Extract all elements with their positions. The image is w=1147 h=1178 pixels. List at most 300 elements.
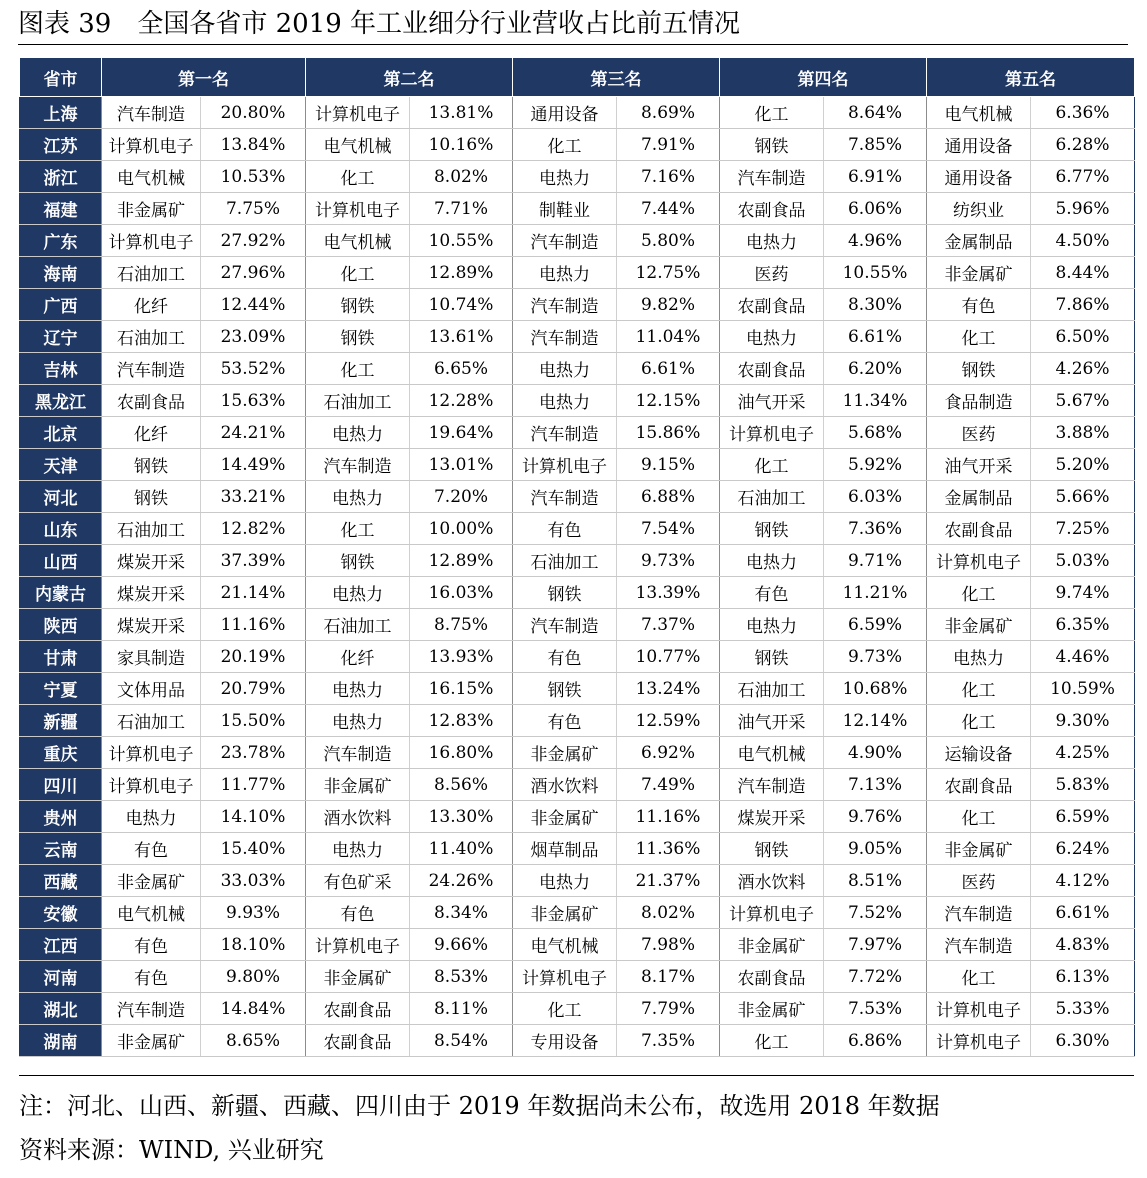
cell-rank5-share: 6.24%: [1031, 833, 1135, 865]
cell-rank4-share: 11.34%: [824, 385, 927, 417]
table-bottom-rule: [19, 1075, 1134, 1076]
table-row: [20, 897, 1135, 929]
cell-rank1-industry: 计算机电子: [102, 737, 201, 769]
cell-rank2-share: 9.66%: [410, 929, 513, 961]
cell-rank3-share: 7.16%: [617, 161, 720, 193]
cell-rank2-industry: 钢铁: [306, 545, 410, 577]
cell-rank1-industry: 石油加工: [102, 705, 201, 737]
cell-rank2-industry: 电热力: [306, 833, 410, 865]
cell-rank5-share: 3.88%: [1031, 417, 1135, 449]
cell-rank3-share: 12.75%: [617, 257, 720, 289]
cell-rank4-share: 7.72%: [824, 961, 927, 993]
cell-rank3-industry: 钢铁: [513, 673, 617, 705]
cell-rank4-share: 6.86%: [824, 1025, 927, 1057]
cell-province: 天津: [20, 449, 102, 481]
cell-rank1-share: 20.80%: [201, 97, 306, 129]
cell-rank1-industry: 计算机电子: [102, 225, 201, 257]
cell-rank4-share: 6.20%: [824, 353, 927, 385]
cell-province: 广西: [20, 289, 102, 321]
cell-rank4-industry: 化工: [720, 449, 824, 481]
cell-rank4-industry: 油气开采: [720, 385, 824, 417]
cell-rank4-share: 6.61%: [824, 321, 927, 353]
cell-rank3-industry: 通用设备: [513, 97, 617, 129]
cell-province: 安徽: [20, 897, 102, 929]
cell-rank2-share: 8.75%: [410, 609, 513, 641]
cell-province: 广东: [20, 225, 102, 257]
cell-rank5-share: 10.59%: [1031, 673, 1135, 705]
cell-rank4-industry: 钢铁: [720, 641, 824, 673]
cell-province: 上海: [20, 97, 102, 129]
cell-rank1-share: 37.39%: [201, 545, 306, 577]
cell-rank2-industry: 农副食品: [306, 1025, 410, 1057]
cell-rank2-industry: 电气机械: [306, 225, 410, 257]
cell-province: 宁夏: [20, 673, 102, 705]
table-row: [20, 481, 1135, 513]
cell-rank5-share: 5.20%: [1031, 449, 1135, 481]
cell-rank2-share: 8.02%: [410, 161, 513, 193]
cell-rank1-industry: 煤炭开采: [102, 609, 201, 641]
cell-province: 河北: [20, 481, 102, 513]
cell-province: 湖北: [20, 993, 102, 1025]
cell-rank5-industry: 金属制品: [927, 225, 1031, 257]
cell-rank3-industry: 有色: [513, 705, 617, 737]
cell-rank4-share: 7.97%: [824, 929, 927, 961]
cell-rank5-industry: 通用设备: [927, 161, 1031, 193]
cell-rank3-share: 9.73%: [617, 545, 720, 577]
cell-rank5-industry: 化工: [927, 801, 1031, 833]
cell-rank5-share: 4.26%: [1031, 353, 1135, 385]
cell-rank2-industry: 农副食品: [306, 993, 410, 1025]
cell-rank4-industry: 电热力: [720, 225, 824, 257]
cell-rank4-industry: 钢铁: [720, 833, 824, 865]
cell-rank4-industry: 计算机电子: [720, 417, 824, 449]
table-row: [20, 577, 1135, 609]
cell-rank3-share: 5.80%: [617, 225, 720, 257]
cell-rank4-industry: 油气开采: [720, 705, 824, 737]
cell-rank3-share: 9.15%: [617, 449, 720, 481]
cell-rank2-share: 12.89%: [410, 257, 513, 289]
cell-rank2-share: 10.74%: [410, 289, 513, 321]
cell-rank3-industry: 钢铁: [513, 577, 617, 609]
table-row: [20, 833, 1135, 865]
cell-rank1-share: 14.10%: [201, 801, 306, 833]
cell-rank5-share: 5.66%: [1031, 481, 1135, 513]
table-row: [20, 161, 1135, 193]
table-row: [20, 609, 1135, 641]
cell-rank2-share: 8.53%: [410, 961, 513, 993]
cell-rank1-share: 12.82%: [201, 513, 306, 545]
cell-rank1-industry: 有色: [102, 961, 201, 993]
cell-rank4-share: 8.30%: [824, 289, 927, 321]
cell-rank2-share: 7.71%: [410, 193, 513, 225]
cell-province: 重庆: [20, 737, 102, 769]
cell-rank3-share: 13.24%: [617, 673, 720, 705]
cell-province: 河南: [20, 961, 102, 993]
cell-rank1-share: 23.09%: [201, 321, 306, 353]
cell-rank2-industry: 化工: [306, 161, 410, 193]
cell-rank5-industry: 食品制造: [927, 385, 1031, 417]
table-row: [20, 737, 1135, 769]
cell-rank3-industry: 有色: [513, 641, 617, 673]
cell-rank5-share: 5.83%: [1031, 769, 1135, 801]
cell-rank2-industry: 化工: [306, 257, 410, 289]
cell-rank3-share: 11.04%: [617, 321, 720, 353]
cell-rank2-share: 24.26%: [410, 865, 513, 897]
cell-rank5-industry: 汽车制造: [927, 897, 1031, 929]
cell-rank4-industry: 钢铁: [720, 129, 824, 161]
cell-rank2-share: 12.28%: [410, 385, 513, 417]
cell-rank4-share: 7.13%: [824, 769, 927, 801]
cell-rank2-industry: 非金属矿: [306, 961, 410, 993]
cell-rank4-share: 12.14%: [824, 705, 927, 737]
cell-rank5-industry: 非金属矿: [927, 833, 1031, 865]
cell-rank3-share: 11.16%: [617, 801, 720, 833]
cell-rank1-industry: 非金属矿: [102, 1025, 201, 1057]
table-note: 注：河北、山西、新疆、西藏、四川由于 2019 年数据尚未公布，故选用 2018 年数据: [19, 1092, 940, 1120]
cell-province: 北京: [20, 417, 102, 449]
cell-rank4-industry: 有色: [720, 577, 824, 609]
cell-rank5-share: 7.86%: [1031, 289, 1135, 321]
cell-rank4-share: 6.59%: [824, 609, 927, 641]
cell-rank3-industry: 非金属矿: [513, 897, 617, 929]
cell-rank1-industry: 有色: [102, 833, 201, 865]
cell-rank3-share: 12.15%: [617, 385, 720, 417]
cell-rank2-share: 7.20%: [410, 481, 513, 513]
cell-rank4-share: 7.36%: [824, 513, 927, 545]
cell-rank1-share: 13.84%: [201, 129, 306, 161]
cell-rank3-industry: 制鞋业: [513, 193, 617, 225]
cell-province: 山东: [20, 513, 102, 545]
cell-rank4-industry: 石油加工: [720, 481, 824, 513]
cell-rank2-industry: 钢铁: [306, 321, 410, 353]
cell-rank4-share: 4.96%: [824, 225, 927, 257]
cell-rank5-share: 4.25%: [1031, 737, 1135, 769]
table-row: [20, 513, 1135, 545]
cell-rank1-share: 8.65%: [201, 1025, 306, 1057]
cell-rank5-industry: 电气机械: [927, 97, 1031, 129]
cell-rank3-share: 7.44%: [617, 193, 720, 225]
cell-rank4-share: 10.55%: [824, 257, 927, 289]
cell-rank3-industry: 电热力: [513, 161, 617, 193]
cell-rank4-industry: 电热力: [720, 321, 824, 353]
table-row: [20, 417, 1135, 449]
cell-rank3-share: 6.61%: [617, 353, 720, 385]
cell-rank2-share: 19.64%: [410, 417, 513, 449]
cell-rank3-industry: 电热力: [513, 865, 617, 897]
cell-rank1-industry: 非金属矿: [102, 193, 201, 225]
cell-rank4-industry: 农副食品: [720, 961, 824, 993]
cell-rank4-share: 5.92%: [824, 449, 927, 481]
cell-province: 新疆: [20, 705, 102, 737]
cell-rank5-share: 9.74%: [1031, 577, 1135, 609]
table-row: [20, 961, 1135, 993]
cell-rank1-industry: 煤炭开采: [102, 577, 201, 609]
cell-rank4-share: 11.21%: [824, 577, 927, 609]
cell-rank1-share: 23.78%: [201, 737, 306, 769]
table-row: [20, 1025, 1135, 1057]
cell-rank1-share: 33.03%: [201, 865, 306, 897]
cell-rank3-industry: 电热力: [513, 257, 617, 289]
cell-rank1-share: 33.21%: [201, 481, 306, 513]
cell-rank3-industry: 电气机械: [513, 929, 617, 961]
cell-rank1-industry: 汽车制造: [102, 97, 201, 129]
cell-rank1-industry: 化纤: [102, 417, 201, 449]
cell-rank1-industry: 汽车制造: [102, 993, 201, 1025]
cell-rank3-industry: 非金属矿: [513, 737, 617, 769]
cell-rank3-share: 11.36%: [617, 833, 720, 865]
cell-rank1-industry: 石油加工: [102, 321, 201, 353]
table-row: [20, 993, 1135, 1025]
cell-rank3-share: 9.82%: [617, 289, 720, 321]
cell-rank2-share: 13.81%: [410, 97, 513, 129]
table-row: [20, 353, 1135, 385]
cell-rank2-share: 11.40%: [410, 833, 513, 865]
header-rank-1: 第一名: [102, 58, 306, 97]
cell-rank1-industry: 计算机电子: [102, 769, 201, 801]
header-rank-5: 第五名: [927, 58, 1135, 97]
figure-title: 图表 39 全国各省市 2019 年工业细分行业营收占比前五情况: [18, 9, 741, 39]
table-row: [20, 673, 1135, 705]
cell-rank3-share: 6.88%: [617, 481, 720, 513]
cell-rank3-share: 15.86%: [617, 417, 720, 449]
cell-rank1-industry: 非金属矿: [102, 865, 201, 897]
cell-rank3-industry: 烟草制品: [513, 833, 617, 865]
cell-rank4-industry: 医药: [720, 257, 824, 289]
cell-rank4-share: 6.06%: [824, 193, 927, 225]
table-row: [20, 97, 1135, 129]
cell-rank3-share: 6.92%: [617, 737, 720, 769]
cell-rank2-industry: 电热力: [306, 673, 410, 705]
cell-rank3-industry: 汽车制造: [513, 609, 617, 641]
title-underline: [18, 44, 1128, 45]
cell-rank1-share: 53.52%: [201, 353, 306, 385]
cell-rank2-share: 16.03%: [410, 577, 513, 609]
cell-rank2-industry: 化工: [306, 513, 410, 545]
cell-rank1-share: 15.63%: [201, 385, 306, 417]
cell-province: 山西: [20, 545, 102, 577]
cell-province: 福建: [20, 193, 102, 225]
cell-rank3-share: 7.37%: [617, 609, 720, 641]
cell-rank5-industry: 化工: [927, 673, 1031, 705]
cell-rank1-industry: 电气机械: [102, 897, 201, 929]
table-row: [20, 129, 1135, 161]
cell-rank3-share: 7.79%: [617, 993, 720, 1025]
cell-rank5-share: 4.83%: [1031, 929, 1135, 961]
cell-rank2-share: 10.00%: [410, 513, 513, 545]
cell-rank4-share: 6.91%: [824, 161, 927, 193]
cell-rank2-industry: 石油加工: [306, 385, 410, 417]
table-header-row: [20, 58, 1135, 97]
cell-rank2-industry: 汽车制造: [306, 737, 410, 769]
cell-rank1-industry: 石油加工: [102, 513, 201, 545]
header-rank-3: 第三名: [513, 58, 720, 97]
table-row: [20, 545, 1135, 577]
cell-rank5-industry: 化工: [927, 321, 1031, 353]
cell-rank2-industry: 化工: [306, 353, 410, 385]
cell-rank2-share: 13.93%: [410, 641, 513, 673]
cell-rank1-industry: 电热力: [102, 801, 201, 833]
cell-rank3-share: 8.02%: [617, 897, 720, 929]
cell-rank5-share: 6.30%: [1031, 1025, 1135, 1057]
cell-rank4-industry: 汽车制造: [720, 769, 824, 801]
cell-province: 云南: [20, 833, 102, 865]
cell-rank2-industry: 有色矿采: [306, 865, 410, 897]
cell-province: 贵州: [20, 801, 102, 833]
cell-rank5-industry: 金属制品: [927, 481, 1031, 513]
header-rank-4: 第四名: [720, 58, 927, 97]
cell-rank5-share: 4.46%: [1031, 641, 1135, 673]
cell-rank5-share: 6.59%: [1031, 801, 1135, 833]
cell-rank5-share: 6.50%: [1031, 321, 1135, 353]
cell-rank2-industry: 钢铁: [306, 289, 410, 321]
cell-rank2-industry: 计算机电子: [306, 929, 410, 961]
cell-rank1-share: 20.79%: [201, 673, 306, 705]
table-row: [20, 769, 1135, 801]
cell-rank4-share: 9.76%: [824, 801, 927, 833]
cell-rank1-industry: 化纤: [102, 289, 201, 321]
cell-rank1-share: 27.92%: [201, 225, 306, 257]
cell-rank5-industry: 非金属矿: [927, 257, 1031, 289]
cell-rank3-share: 10.77%: [617, 641, 720, 673]
cell-rank5-share: 6.13%: [1031, 961, 1135, 993]
cell-rank4-industry: 非金属矿: [720, 993, 824, 1025]
cell-rank5-share: 9.30%: [1031, 705, 1135, 737]
cell-rank4-industry: 钢铁: [720, 513, 824, 545]
cell-rank4-industry: 非金属矿: [720, 929, 824, 961]
cell-rank4-industry: 电热力: [720, 545, 824, 577]
cell-rank4-industry: 电热力: [720, 609, 824, 641]
cell-rank3-share: 7.35%: [617, 1025, 720, 1057]
cell-rank3-industry: 电热力: [513, 385, 617, 417]
cell-rank1-share: 21.14%: [201, 577, 306, 609]
cell-province: 吉林: [20, 353, 102, 385]
cell-rank5-industry: 纺织业: [927, 193, 1031, 225]
cell-rank2-share: 8.34%: [410, 897, 513, 929]
cell-rank4-industry: 石油加工: [720, 673, 824, 705]
table-row: [20, 801, 1135, 833]
cell-rank1-industry: 煤炭开采: [102, 545, 201, 577]
cell-province: 辽宁: [20, 321, 102, 353]
cell-province: 陕西: [20, 609, 102, 641]
cell-rank5-industry: 运输设备: [927, 737, 1031, 769]
cell-rank1-share: 12.44%: [201, 289, 306, 321]
cell-rank4-share: 7.53%: [824, 993, 927, 1025]
table-body: [20, 97, 1135, 1057]
cell-rank4-share: 10.68%: [824, 673, 927, 705]
cell-province: 江苏: [20, 129, 102, 161]
cell-rank3-industry: 专用设备: [513, 1025, 617, 1057]
cell-rank5-industry: 汽车制造: [927, 929, 1031, 961]
cell-rank1-share: 10.53%: [201, 161, 306, 193]
cell-rank3-industry: 非金属矿: [513, 801, 617, 833]
cell-rank3-industry: 汽车制造: [513, 481, 617, 513]
cell-rank3-share: 7.49%: [617, 769, 720, 801]
cell-rank1-industry: 有色: [102, 929, 201, 961]
cell-rank1-share: 27.96%: [201, 257, 306, 289]
cell-rank5-share: 7.25%: [1031, 513, 1135, 545]
table-row: [20, 865, 1135, 897]
cell-rank4-industry: 农副食品: [720, 193, 824, 225]
cell-rank2-share: 8.11%: [410, 993, 513, 1025]
cell-rank5-industry: 农副食品: [927, 769, 1031, 801]
cell-rank3-industry: 汽车制造: [513, 417, 617, 449]
cell-rank4-industry: 农副食品: [720, 353, 824, 385]
cell-rank1-share: 14.84%: [201, 993, 306, 1025]
cell-rank1-industry: 家具制造: [102, 641, 201, 673]
cell-rank2-industry: 电气机械: [306, 129, 410, 161]
cell-rank2-industry: 电热力: [306, 417, 410, 449]
cell-rank2-share: 12.83%: [410, 705, 513, 737]
industry-ranking-table: [19, 57, 1135, 1057]
cell-province: 内蒙古: [20, 577, 102, 609]
cell-rank1-share: 14.49%: [201, 449, 306, 481]
cell-rank3-share: 7.98%: [617, 929, 720, 961]
cell-rank4-share: 8.64%: [824, 97, 927, 129]
cell-province: 浙江: [20, 161, 102, 193]
header-rank-2: 第二名: [306, 58, 513, 97]
cell-rank2-share: 13.61%: [410, 321, 513, 353]
cell-rank1-industry: 汽车制造: [102, 353, 201, 385]
cell-rank5-share: 6.77%: [1031, 161, 1135, 193]
table-row: [20, 449, 1135, 481]
header-province: 省市: [20, 58, 102, 97]
cell-rank3-share: 7.91%: [617, 129, 720, 161]
cell-rank5-industry: 非金属矿: [927, 609, 1031, 641]
cell-rank2-share: 12.89%: [410, 545, 513, 577]
cell-rank3-share: 13.39%: [617, 577, 720, 609]
cell-rank5-industry: 有色: [927, 289, 1031, 321]
cell-rank5-share: 8.44%: [1031, 257, 1135, 289]
data-source: 资料来源：WIND, 兴业研究: [19, 1136, 324, 1164]
cell-rank3-industry: 汽车制造: [513, 225, 617, 257]
cell-rank1-share: 11.16%: [201, 609, 306, 641]
cell-rank5-industry: 医药: [927, 865, 1031, 897]
cell-rank3-industry: 化工: [513, 993, 617, 1025]
cell-rank4-share: 6.03%: [824, 481, 927, 513]
cell-rank2-industry: 化纤: [306, 641, 410, 673]
cell-rank4-share: 9.05%: [824, 833, 927, 865]
cell-province: 四川: [20, 769, 102, 801]
cell-rank2-share: 16.80%: [410, 737, 513, 769]
cell-rank5-industry: 计算机电子: [927, 545, 1031, 577]
cell-rank2-share: 13.01%: [410, 449, 513, 481]
cell-rank3-share: 8.69%: [617, 97, 720, 129]
cell-province: 湖南: [20, 1025, 102, 1057]
cell-province: 海南: [20, 257, 102, 289]
cell-rank3-industry: 电热力: [513, 353, 617, 385]
cell-rank3-industry: 石油加工: [513, 545, 617, 577]
cell-rank3-industry: 计算机电子: [513, 449, 617, 481]
cell-rank1-share: 9.93%: [201, 897, 306, 929]
cell-rank1-industry: 文体用品: [102, 673, 201, 705]
cell-rank3-share: 12.59%: [617, 705, 720, 737]
cell-rank1-share: 15.40%: [201, 833, 306, 865]
cell-rank4-share: 7.85%: [824, 129, 927, 161]
table-row: [20, 321, 1135, 353]
cell-rank1-share: 7.75%: [201, 193, 306, 225]
cell-rank2-share: 6.65%: [410, 353, 513, 385]
cell-rank3-industry: 计算机电子: [513, 961, 617, 993]
cell-rank4-share: 7.52%: [824, 897, 927, 929]
figure-title-block: [18, 4, 1128, 46]
cell-rank4-industry: 酒水饮料: [720, 865, 824, 897]
cell-rank2-industry: 电热力: [306, 705, 410, 737]
cell-rank2-industry: 有色: [306, 897, 410, 929]
cell-province: 甘肃: [20, 641, 102, 673]
cell-rank2-share: 10.55%: [410, 225, 513, 257]
cell-rank5-industry: 化工: [927, 961, 1031, 993]
cell-rank1-share: 18.10%: [201, 929, 306, 961]
